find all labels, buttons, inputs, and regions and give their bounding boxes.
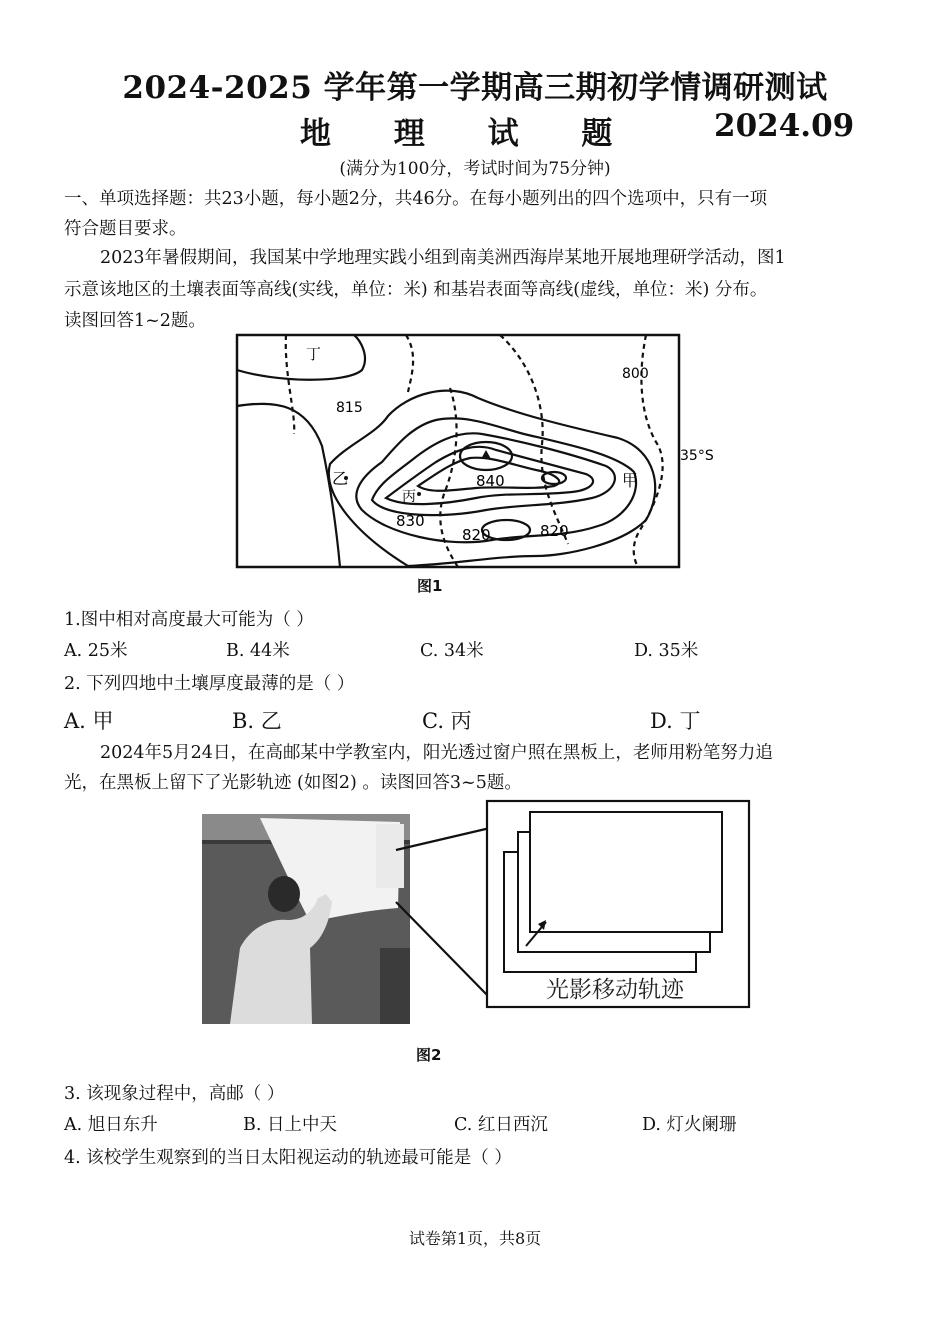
q1-stem: 1.图中相对高度最大可能为（ ） [64,610,314,630]
q2-option-b[interactable]: B. 乙 [232,709,282,733]
exam-date: 2024.09 [714,108,855,144]
q3-option-b[interactable]: B. 日上中天 [243,1115,337,1135]
passage2-line2: 光，在黑板上留下了光影轨迹 (如图2) 。读图回答3~5题。 [64,773,522,793]
label-bing: 丙 [402,489,416,505]
connector-bottom [396,902,490,998]
label-yi: 乙 [332,469,349,488]
page-footer: 试卷第1页，共8页 [408,1229,542,1248]
passage1-line2: 示意该地区的土壤表面等高线(实线，单位：米) 和基岩表面等高线(虚线，单位：米) 分布。 [64,280,768,300]
q3-option-d[interactable]: D. 灯火阑珊 [642,1115,737,1135]
q1-option-b[interactable]: B. 44米 [226,641,290,661]
inset-label: 光影移动轨迹 [546,977,684,1003]
q3-stem: 3. 该现象过程中，高邮（ ） [64,1084,285,1104]
contour-map [236,334,714,570]
label-840: 840 [476,472,505,490]
q2-option-a[interactable]: A. 甲 [64,709,114,733]
q1-option-a[interactable]: A. 25米 [64,641,128,661]
q2-stem: 2. 下列四地中土壤厚度最薄的是（ ） [64,674,355,694]
section-heading-line2: 符合题目要求。 [64,219,187,239]
teacher-head [268,876,300,912]
passage1-line1: 2023年暑假期间，我国某中学地理实践小组到南美洲西海岸某地开展地理研学活动，图1 [100,248,786,268]
passage2-line1: 2024年5月24日，在高邮某中学教室内，阳光透过窗户照在黑板上，老师用粉笔努力追 [100,743,773,763]
q2-option-c[interactable]: C. 丙 [422,709,472,733]
q1-option-c[interactable]: C. 34米 [420,641,484,661]
classroom-photo [202,814,410,1024]
q1-option-d[interactable]: D. 35米 [634,641,699,661]
q3-option-a[interactable]: A. 旭日东升 [64,1115,158,1135]
label-820-b: 820 [540,522,569,540]
q2-option-d[interactable]: D. 丁 [650,709,701,733]
exam-note: (满分为100分，考试时间为75分钟) [339,159,611,179]
label-800: 800 [622,366,649,382]
subject-title: 地 理 试 题 [300,116,639,152]
q4-stem: 4. 该校学生观察到的当日太阳视运动的轨迹最可能是（ ） [64,1148,512,1168]
point-bing [417,492,421,496]
q3-option-c[interactable]: C. 红日西沉 [454,1115,548,1135]
label-830: 830 [396,512,425,530]
figure2-caption: 图2 [416,1046,442,1064]
section-heading-line1: 一、单项选择题：共23小题，每小题2分，共46分。在每小题列出的四个选项中，只有一项 [64,189,768,209]
label-815: 815 [336,400,363,416]
exam-title: 2024-2025 学年第一学期高三期初学情调研测试 [122,70,828,106]
connector-top [396,828,490,850]
label-ding: 丁 [306,345,322,363]
label-820-a: 820 [462,526,491,544]
passage1-line3: 读图回答1~2题。 [64,311,206,331]
trace-rect-front [530,812,722,932]
figure2-graphic [200,798,755,1038]
figure1-caption: 图1 [417,577,443,595]
label-jia: 甲 [622,471,639,490]
label-latitude: 35°S [680,448,714,464]
